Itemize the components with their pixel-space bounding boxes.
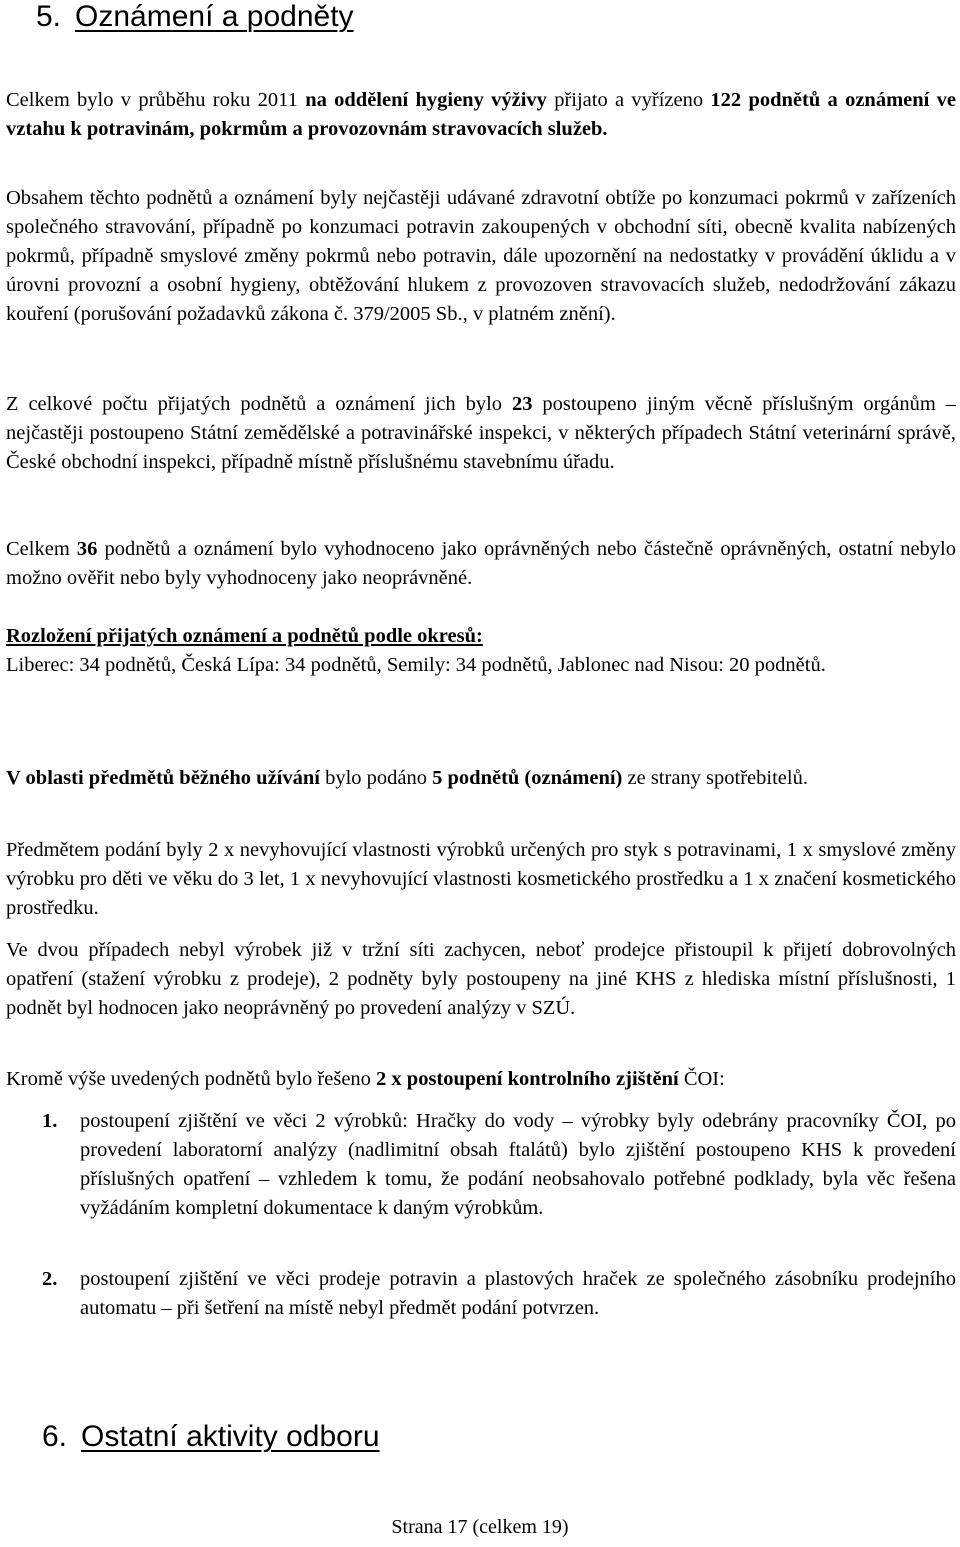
list-text: postoupení zjištění ve věci prodeje potravin a plastových hraček ze společného zásobníku prodejního automatu – při šetření na místě nebyl předmět podání potvrzen.	[80, 1268, 956, 1319]
forwarded-count: 23	[511, 393, 533, 415]
paragraph-outcomes: Ve dvou případech nebyl výrobek již v tržní síti zachycen, neboť prodejce přistoupil k přijetí dobrovolných opatření (stažení výrobku z prodeje), 2 podněty byly postoupeny na jiné KHS z hlediska místní příslušnosti, 1 podnět byl hodnocen jako neoprávněný po provedení analýzy v SZÚ.	[6, 939, 956, 1019]
justified-text-a: Celkem	[6, 538, 77, 560]
list-number: 2.	[42, 1268, 58, 1290]
paragraph-consumer-goods	[6, 764, 956, 793]
paragraph-summary	[6, 86, 956, 144]
paragraph-justified	[6, 535, 956, 593]
paragraph-coi	[6, 1065, 956, 1094]
section-6-title: Ostatní aktivity odboru	[81, 1420, 380, 1453]
section-5-heading	[36, 0, 354, 34]
paragraph-districts	[6, 622, 956, 680]
justified-count: 36	[76, 538, 98, 560]
justified-text-c: podnětů a oznámení bylo vyhodnoceno jako oprávněných nebo částečně oprávněných, ostatní nebylo možno ověřit nebo byly vyhodnoceny jako neoprávněné.	[6, 538, 956, 589]
section-6-number: 6.	[42, 1420, 68, 1453]
paragraph-complaint-content: Obsahem těchto podnětů a oznámení byly nejčastěji udávané zdravotní obtíže po konzumaci pokrmů v zařízeních společného stravování, případně po konzumaci potravin zakoupených v obchodní síti, obecně kvalita nabízených pokrmů, případně smyslové změny pokrmů nebo potravin, dále upozornění na nedostatky v provádění úklidu a v úrovni provozní a osobní hygieny, obtěžování hlukem z provozoven stravovacích služeb, nedodržování zákazu kouření (porušování požadavků zákona č. 379/2005 Sb., v platném znění).	[6, 187, 956, 325]
summary-count: 122 podnětů a oznámení ve vztahu k potravinám, pokrmům a provozovnám stravovacích služeb.	[6, 89, 956, 140]
districts-text: Liberec: 34 podnětů, Česká Lípa: 34 podnětů, Semily: 34 podnětů, Jablonec nad Nisou: 20 podnětů.	[6, 654, 826, 676]
list-number: 1.	[42, 1110, 58, 1132]
consumer-goods-count: 5 podnětů (oznámení)	[432, 767, 623, 789]
consumer-goods-heading: V oblasti předmětů běžného užívání	[6, 767, 320, 789]
page-footer: Strana 17 (celkem 19)	[391, 1516, 569, 1538]
summary-text-c: přijato a vyřízeno	[546, 89, 711, 111]
forwarded-text-a: Z celkové počtu přijatých podnětů a oznámení jich bylo	[6, 393, 512, 415]
paragraph-subject: Předmětem podání byly 2 x nevyhovující vlastnosti výrobků určených pro styk s potravinami, 1 x smyslové změny výrobku pro děti ve věku do 3 let, 1 x nevyhovující vlastnosti kosmetického prostředku a 1 x značení kosmetického prostředku.	[6, 839, 956, 919]
coi-text-a: Kromě výše uvedených podnětů bylo řešeno	[6, 1068, 377, 1090]
districts-heading: Rozložení přijatých oznámení a podnětů podle okresů:	[6, 625, 483, 647]
section-5-title: Oznámení a podněty	[75, 0, 354, 33]
coi-count: 2 x postoupení kontrolního zjištění	[376, 1068, 679, 1090]
forwarded-text-c: postoupeno jiným věcně příslušným orgánům – nejčastěji postoupeno Státní zemědělské a potravinářské inspekci, v některých případech Státní veterinární správě, České obchodní inspekci, případně místně příslušnému stavebnímu úřadu.	[6, 393, 957, 473]
consumer-goods-text-b: bylo podáno	[319, 767, 433, 789]
consumer-goods-text-d: ze strany spotřebitelů.	[622, 767, 808, 789]
list-text: postoupení zjištění ve věci 2 výrobků: Hračky do vody – výrobky byly odebrány pracovníky ČOI, po provedení laboratorní analýzy (nadlimitní obsah ftalátů) bylo zjištění postoupeno KHS k provedení příslušných opatření – vzhledem k tomu, že podání neobsahovalo potřebné podklady, byla věc řešena vyžádáním kompletní dokumentace k daným výrobkům.	[80, 1110, 956, 1219]
section-6-heading	[42, 1420, 380, 1454]
coi-text-c: ČOI:	[678, 1068, 725, 1090]
summary-department: na oddělení hygieny výživy	[305, 89, 547, 111]
section-5-number: 5.	[36, 0, 62, 33]
summary-text-a: Celkem bylo v průběhu roku 2011	[6, 89, 306, 111]
paragraph-forwarded	[6, 390, 956, 477]
